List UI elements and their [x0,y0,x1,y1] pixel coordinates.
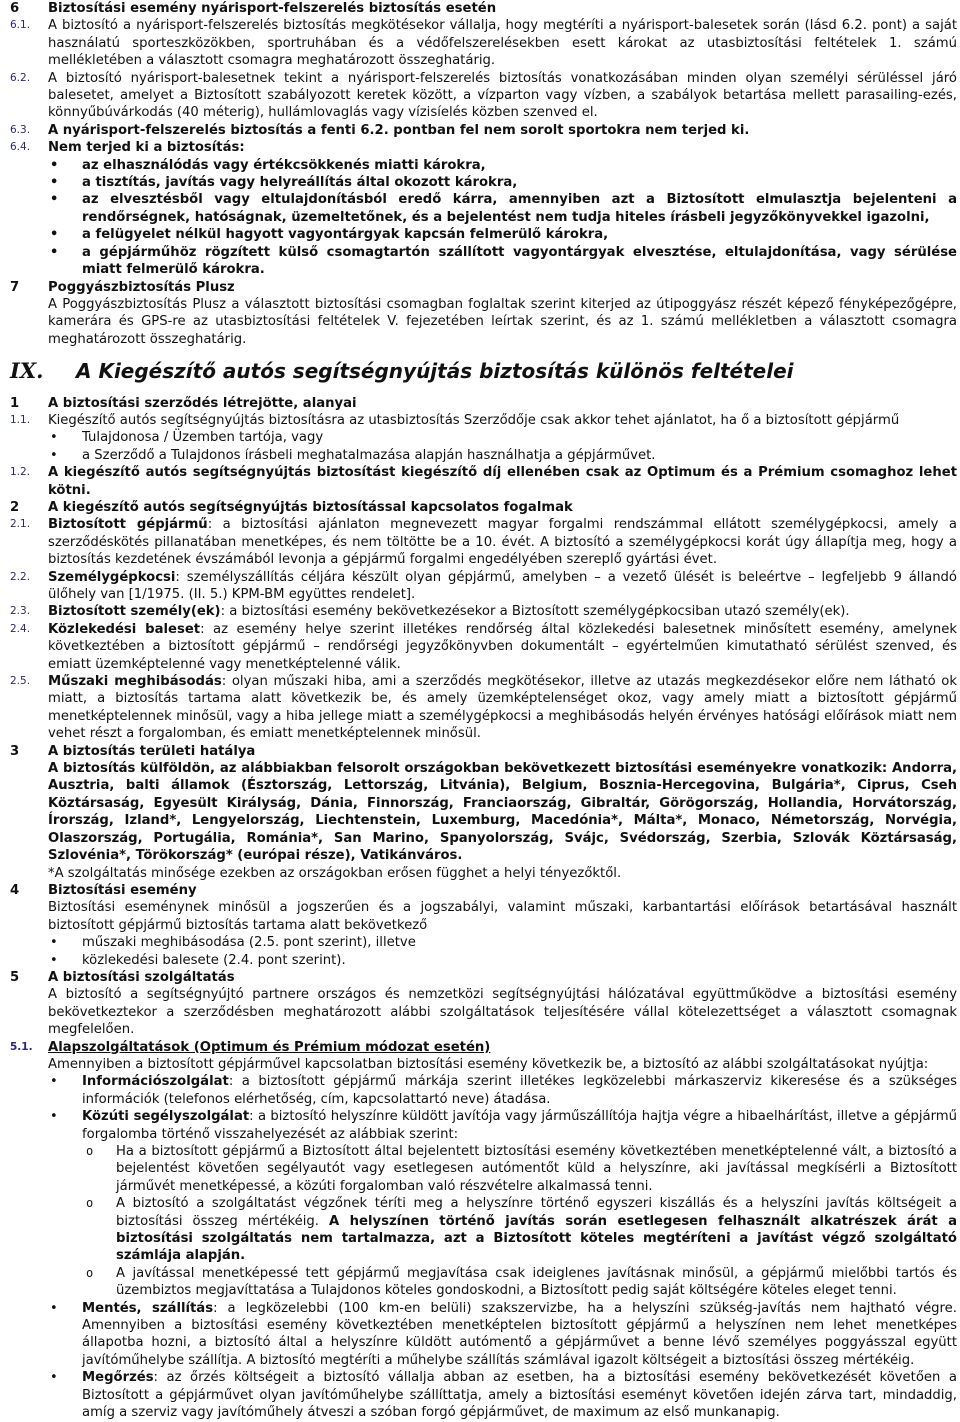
section-4-text: Biztosítási eseménynek minősül a jogszerűen és a jogszabályi, valamint műszaki, karbantartási előírások betartásával használt biztosított gépjármű biztosítás tartama alatt bekövetkező [48,900,957,933]
paragraph-6-2 [10,70,957,122]
section-title: A biztosítás területi hatálya [48,743,256,759]
list-item: • a Szerződő a Tulajdonos írásbeli meghatalmazása alapján használhatja a gépjárművet. [48,447,957,464]
section-number: 1 [10,395,20,411]
list-item: • az elvesztésből vagy eltulajdonításból eredő kárra, amennyiben azt a Biztosított elmulasztja bejelenteni a rendőrségnek, hatóságnak, üzemeltetőnek, és a bejelentést nem tudja hiteles írásbeli jegyzőkönyvekkel igazolni, [48,191,957,226]
list-item: • Információszolgálat: a biztosított gépjármű márkája szerint illetékes legközelebbi márkaszerviz kikeresése és a szükséges információk (telefonos elérhetőség, cím, kapcsolattartó neve) átadása. [48,1073,957,1108]
paragraph-2-1 [10,516,957,568]
defined-term: Személygépkocsi [48,569,176,585]
paragraph-number: 2.5. [10,675,31,688]
section-7-heading [10,279,957,296]
list-item: • a felügyelet nélkül hagyott vagyontárgyak kapcsán felmerülő károkra, [48,226,957,243]
paragraph-2-3 [10,603,957,620]
section-4-heading [10,882,957,899]
section-7-text: A Poggyászbiztosítás Plusz a választott biztosítási csomagban foglaltak szerint kiterjed az útipoggyász részét képező fényképezőgépre, kamerára és GPS-re az utasbiztosítási feltételek V. fejezetében leírtak szerint, és az 1. számú mellékletben a választott csomagra meghatározott összeghatárig. [48,296,957,347]
section-2-heading [10,499,957,516]
section-number: 5 [10,969,20,985]
chapter-number: IX. [10,358,44,384]
section-1-heading [10,395,957,412]
paragraph-number: 2.4. [10,622,31,635]
list-item: • műszaki meghibásodása (2.5. pont szerint), illetve [48,934,957,951]
territory-text: A biztosítás külföldön, az alábbiakban felsorolt országokban bekövetkezett biztosítási eseményekre vonatkozik: Andorra, Ausztria, balti államok (Észtország, Lettország, Litvánia), Belgium, Bosznia-Hercegovina, Bulgária*, Ciprus, Cseh Köztársaság, Egyesült Királyság, Dánia, Finnország, Franciaország, Gibraltár, Görögország, Hollandia, Horvátország, Írország, Izland*, Lengyelország, Liechtenstein, Luxemburg, Macedónia*, Málta*, Monaco, Németország, Norvégia, Olaszország, Portugália, Románia*, San Marino, Spanyolország, Svájc, Svédország, Szerbia, Szlovák Köztársaság, Szlovénia*, Törökország* (európai része), Vatikánváros. [48,761,957,864]
paragraph-text: A biztosító nyárisport-balesetnek tekint a nyárisport-felszerelés biztosítás vonatkozásában minden olyan személyi sérüléssel járó balesetet, amelyet a Biztosított szabályozott keretek között, a vízparton vagy vízben, a szabályok betartása mellett parasailing-ezés, könnyűbúvárkodás (40 méterig), hullámlovaglás vagy vízisíelés közben szenved el. [48,70,957,121]
paragraph-2-2 [10,569,957,604]
chapter-heading [10,358,957,384]
section-5-text: A biztosító a segítségnyújtó partnere országos és nemzetközi segítségnyújtási hálózatával együttműködve a biztosítási esemény bekövetkeztekor a szerződésben meghatározott alábbi szolgáltatások teljesítésére vállal kötelezettséget a választott csomagnak megfelelően. [48,987,957,1038]
paragraph-text: A biztosító a nyárisport-felszerelés biztosítás megkötésekor vállalja, hogy megtéríti a nyárisport-balesetek során (lásd 6.2. pont) a saját használatú sporteszközökben, sportruhában és a védőfelszerelésekben esett károkat az utasbiztosítási feltételek 1. számú mellékletében a választott csomagra meghatározott összeghatárig. [48,18,957,69]
section-number: 3 [10,743,20,759]
list-item: o A javítással menetképessé tett gépjármű megjavítása csak ideiglenes javításnak minősül, a gépjármű mielőbbi tartós és üzembiztos megjavíttatása a Tulajdonos köteles gondoskodni, a Biztosított pedig saját költségére köteles eleget tenni. [82,1265,957,1300]
document-page [10,0,957,1422]
paragraph-6-1 [10,17,957,69]
paragraph-6-4 [10,139,957,156]
territory-note: *A szolgáltatás minősége ezekben az országokban erősen függhet a helyi tényezőktől. [48,865,622,881]
paragraph-number: 5.1. [10,1040,33,1053]
paragraph-text: Műszaki meghibásodás: olyan műszaki hiba, ami a szerződés megkötésekor, illetve az utazás megkezdésekor előre nem látható ok miatt, a biztosítás tartama alatt következik be, és amely üzemképtelenséget okoz, vagy amely miatt a biztosított gépjármű menetképtelennek minősül, vagy a hiba jellege miatt a személygépkocsi a meghibásodás helyén érvényes hatósági előírások miatt nem vehet részt a forgalomban, és emiatt menetképtelennek minősül. [48,674,957,742]
list-item: • Megőrzés: az őrzés költségeit a biztosító vállalja abban az esetben, ha a biztosítási esemény bekövetkezését követően a Biztosított a gépjárművet olyan javítóműhelybe szállíttatja, amely a biztosítási eseményt követően idején zárva tart, mindaddig, amíg a szerviz vagy javítóműhely átveszi a szóban forgó gépjárművet, de maximum az első munkanapig. [48,1369,957,1421]
list-item: o A biztosító a szolgáltatást végzőnek téríti meg a helyszínre történő egyszeri kiszállás és a helyszíni javítás költségeit a biztosítási összeg mértékéig. A helyszínen történő javítás során esetlegesen felhasznált alkatrészek árát a biztosítási szolgáltatás nem tartalmazza, azt a Biztosított köteles megtéríteni a javítást végző szolgáltató számlája alapján. [82,1195,957,1265]
paragraph-text: Személygépkocsi: személyszállítás céljára készült olyan gépjármű, amelyben – a vezető ülését is beleértve – legfeljebb 9 állandó ülőhely van [1/1975. (II. 5.) KPM-BM együttes rendelet]. [48,569,957,602]
paragraph-6-3 [10,122,957,139]
chapter-title: A Kiegészítő autós segítségnyújtás biztosítás különös feltételei [76,359,794,384]
list-item: o Ha a biztosított gépjármű a Biztosított által bejelentett biztosítási esemény következtében menetképtelenné vált, a biztosító a bejelentést követően segélyautót vagy esetlegesen autómentőt küld a helyszínre, aki javítással megkísérli a Biztosított járművét menetképessé, a közúti forgalomban való részvételre alkalmassá tenni. [82,1143,957,1195]
section-title: A kiegészítő autós segítségnyújtás biztosítással kapcsolatos fogalmak [48,499,573,515]
section-title: A biztosítási szerződés létrejötte, alanyai [48,395,357,411]
event-list [10,934,957,969]
paragraph-number: 1.2. [10,466,31,479]
list-item: • az elhasználódás vagy értékcsökkenés miatti károkra, [48,157,957,174]
services-list [10,1073,957,1143]
paragraph-1-2 [10,464,957,499]
section-title: Poggyászbiztosítás Plusz [48,279,235,295]
paragraph-2-5 [10,673,957,743]
list-item: • Közúti segélyszolgálat: a biztosító helyszínre küldött javítója vagy járműszállítója hajtja végre a hibaelhárítást, illetve a gépjármű forgalomba történő visszahelyezését az alábbiak szerint: [48,1108,957,1143]
paragraph-text: Biztosított személy(ek): a biztosítási esemény bekövetkezésekor a Biztosított személygépkocsiban utazó személy(ek). [48,604,850,620]
paragraph-number: 2.1. [10,518,31,531]
paragraph-title: Alapszolgáltatások (Optimum és Prémium módozat esetén) [48,1039,491,1055]
paragraph-number: 2.2. [10,570,31,583]
section-number: 2 [10,499,20,515]
paragraph-text: Nem terjed ki a biztosítás: [48,140,245,156]
defined-term: Közlekedési baleset [48,621,201,637]
paragraph-number: 2.3. [10,605,31,618]
paragraph-text: A kiegészítő autós segítségnyújtás biztosítást kiegészítő díj ellenében csak az Optimum és a Prémium csomaghoz lehet kötni. [48,465,957,498]
defined-term: Biztosított gépjármű [48,517,208,533]
section-title: Biztosítási esemény nyárisport-felszerelés biztosítás esetén [48,1,497,16]
exclusion-list [10,157,957,279]
paragraph-number: 1.1. [10,413,31,426]
list-item: • Tulajdonosa / Üzemben tartója, vagy [48,429,957,446]
list-item: • közlekedési balesete (2.4. pont szerint). [48,952,957,969]
section-title: A biztosítási szolgáltatás [48,969,235,985]
section-number: 4 [10,882,20,898]
paragraph-number: 6.3. [10,123,31,136]
list-item: • a tisztítás, javítás vagy helyreállítás által okozott károkra, [48,174,957,191]
list-item: • Mentés, szállítás: a legközelebbi (100 km-en belüli) szakszervizbe, ha a helyszíni szükség-javítás nem hajtható végre. Amennyiben a biztosítási esemény következtében menetképtelen biztosított gépjármű a helyszínen nem lehet menetképes állapotba hozni, a biztosító által a helyszínre küldött autómentő a gépjárművet a benne lévő személyes poggyásszal együtt javítóműhelybe szállítja. A biztosító megtéríti a műhelybe szállítás számlával igazolt költségeit a biztosítási összeg mértékéig. [48,1300,957,1370]
defined-term: Műszaki meghibásodás [48,674,222,690]
paragraph-text: A nyárisport-felszerelés biztosítás a fenti 6.2. pontban fel nem sorolt sportokra nem terjed ki. [48,122,750,138]
section-number: 6 [10,1,20,16]
section-5-heading [10,969,957,986]
section-title: Biztosítási esemény [48,882,197,898]
paragraph-5-1 [10,1039,957,1056]
section-6-heading [10,0,957,17]
services-list-cont [10,1300,957,1422]
section-3-heading [10,743,957,760]
section-number: 7 [10,279,20,295]
paragraph-text: Biztosított gépjármű: a biztosítási ajánlaton megnevezett magyar forgalmi rendszámmal ellátott személygépkocsi, amely a szerződéskötés pillanatában menetképes, és nem töltötte be a 10. évét. A biztosító a személygépkocsi korát úgy állapítja meg, hogy a biztosítás kezdetének évszámából levonja a gépjármű forgalmi engedélyében szereplő gyártási évet. [48,517,957,568]
roadside-sublist [10,1143,957,1300]
paragraph-text: Kiegészítő autós segítségnyújtás biztosításra az utasbiztosítás Szerződője csak akkor tehet ajánlatot, ha ő a biztosított gépjármű [48,412,900,428]
paragraph-number: 6.1. [10,19,31,32]
paragraph-5-1-text: Amennyiben a biztosított gépjárművel kapcsolatban biztosítási esemény következik be, a biztosító az alábbi szolgáltatásokat nyújtja: [48,1056,929,1072]
list-item: • a gépjárműhöz rögzített külső csomagtartón szállított vagyontárgyak elvesztése, eltulajdonítása, vagy sérülése miatt felmerülő károkra. [48,244,957,279]
paragraph-text: Közlekedési baleset: az esemény helye szerint illetékes rendőrség által közlekedési balesetnek minősített esemény, amelynek következtében a biztosított gépjármű – rendőrségi jegyzőkönyvben dokumentált – egyértelműen kimutatható sérülést szenved, és emiatt üzemképtelenné vagy menetképtelenné válik. [48,621,957,672]
paragraph-1-1 [10,412,957,429]
defined-term: Biztosított személy(ek) [48,604,221,620]
paragraph-number: 6.4. [10,141,31,154]
owner-conditions-list [10,429,957,464]
paragraph-2-4 [10,621,957,673]
paragraph-number: 6.2. [10,71,31,84]
